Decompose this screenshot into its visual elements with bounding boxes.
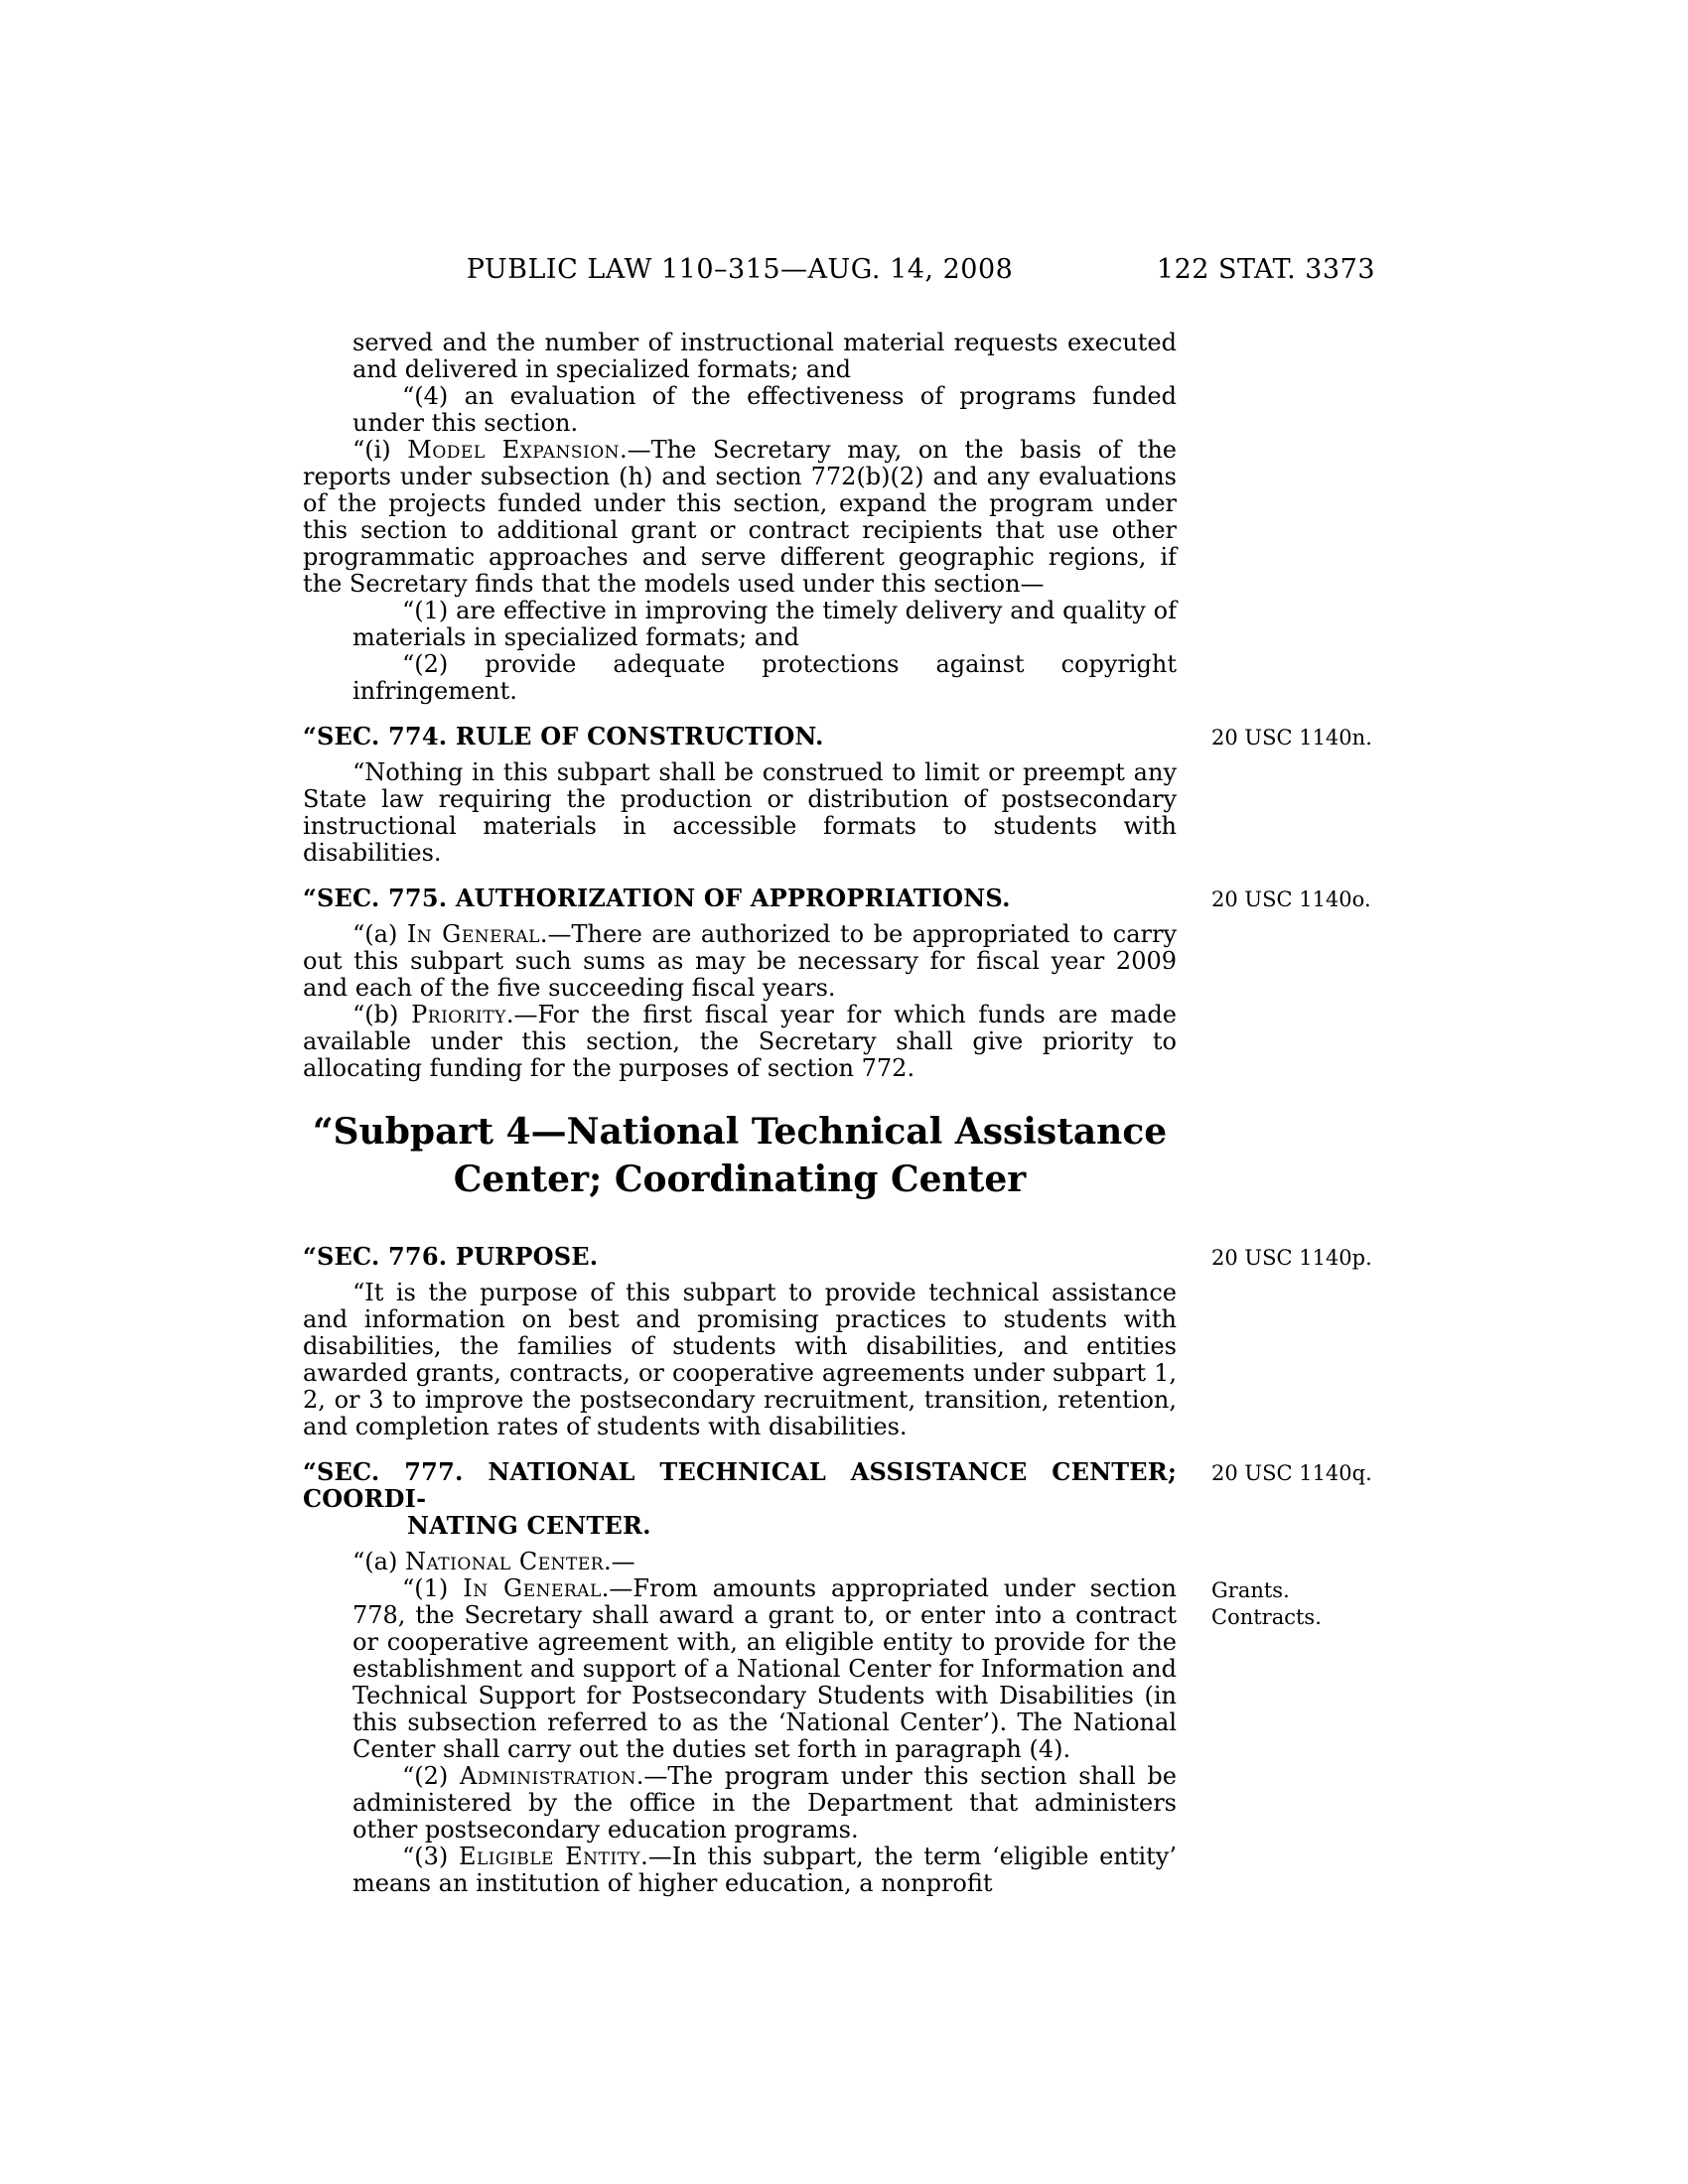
sec-777-paragraph-1 bbox=[352, 1575, 1177, 1763]
content-row bbox=[303, 759, 1688, 867]
subpart-4-heading bbox=[303, 1108, 1177, 1203]
content-row bbox=[303, 705, 1688, 759]
sec-774-text bbox=[303, 759, 1177, 867]
content-row bbox=[303, 437, 1688, 598]
content-row bbox=[303, 1440, 1688, 1549]
text-run: “(4) an evaluation of the effectiveness of programs funded under this section. bbox=[352, 382, 1177, 437]
subpart-heading-line-2: Center; Coordinating Center bbox=[453, 1159, 1027, 1200]
text-run: .—For the first fiscal year for which funds are made available under this section, the Secretary shall give priority to allocating funding for the purposes of section 772. bbox=[303, 1001, 1177, 1082]
usc-note-1140q bbox=[1211, 1440, 1410, 1487]
content-row bbox=[303, 1843, 1688, 1897]
paragraph-i-model-expansion bbox=[303, 437, 1177, 598]
content-row bbox=[303, 1280, 1688, 1440]
text-run: .—The program under this section shall be administered by the office in the Department that administers other postsecondary education programs. bbox=[352, 1762, 1177, 1843]
text-run: .—The Secretary may, on the basis of the reports under subsection (h) and section 772(b)(2) and any evaluations of the projects funded under this section, expand the program under this section to additional grant or contract recipients that use other programmatic approaches and serve different geographic regions, if the Secretary finds that the models used under this section— bbox=[303, 436, 1178, 598]
text-run: “(b) bbox=[352, 1001, 412, 1028]
smallcaps-run: National Center bbox=[404, 1548, 605, 1575]
smallcaps-run: Priority bbox=[411, 1001, 506, 1028]
clause-1 bbox=[352, 598, 1177, 651]
content-row bbox=[303, 651, 1688, 705]
heading-text-line-1: “SEC. 777. NATIONAL TECHNICAL ASSISTANCE CENTER; COORDI- bbox=[303, 1457, 1177, 1513]
text-run: .— bbox=[604, 1548, 635, 1575]
sec-776-text bbox=[303, 1280, 1177, 1440]
sec-775-heading bbox=[303, 885, 1177, 911]
margin-note: 20 USC 1140n. bbox=[1211, 726, 1372, 750]
heading-text: “SEC. 776. PURPOSE. bbox=[303, 1242, 599, 1271]
content-row bbox=[303, 1002, 1688, 1082]
text-run: “(1) are effective in improving the timely delivery and quality of materials in specialized formats; and bbox=[352, 597, 1177, 651]
text-run: “(i) bbox=[352, 436, 408, 464]
law-title-wrap bbox=[303, 254, 1177, 285]
usc-note-1140p bbox=[1211, 1225, 1410, 1272]
content-row bbox=[303, 330, 1688, 383]
content-row bbox=[303, 598, 1688, 651]
heading-text-line-2: NATING CENTER. bbox=[407, 1511, 651, 1540]
text-run: “(a) bbox=[352, 920, 407, 948]
sec-777-subsection-a bbox=[303, 1549, 1177, 1575]
sec-775-subsection-b bbox=[303, 1002, 1177, 1082]
smallcaps-run: Eligible Entity bbox=[458, 1843, 641, 1870]
text-run: “Nothing in this subpart shall be construed to limit or preempt any State law requiring the production or distribution of postsecondary instructional materials in accessible formats to students with disabilities. bbox=[303, 758, 1177, 867]
grants-contracts-notes bbox=[1211, 1575, 1410, 1631]
page-header bbox=[303, 254, 1375, 286]
smallcaps-run: In General bbox=[406, 920, 540, 948]
content-row bbox=[303, 1763, 1688, 1843]
sec-775-subsection-a bbox=[303, 921, 1177, 1002]
content-row bbox=[303, 1225, 1688, 1280]
margin-note: 20 USC 1140o. bbox=[1211, 887, 1371, 911]
stat-page-number: 122 STAT. 3373 bbox=[1156, 254, 1375, 285]
law-title: PUBLIC LAW 110–315—AUG. 14, 2008 bbox=[466, 254, 1014, 285]
sec-777-paragraph-2 bbox=[352, 1763, 1177, 1843]
text-run: “It is the purpose of this subpart to provide technical assistance and information on best and promising practices to students with disabilities, the families of students with disabilities, and entities awarded grants, contracts, or cooperative agreements under subpart 1, 2, or 3 to improve the postsecondary recruitment, transition, retention, and completion rates of students with disabilities. bbox=[303, 1279, 1177, 1440]
margin-note: 20 USC 1140q. bbox=[1211, 1461, 1372, 1485]
usc-note-1140n bbox=[1211, 705, 1410, 751]
content-row bbox=[303, 1575, 1688, 1763]
smallcaps-run: In General bbox=[463, 1574, 602, 1602]
heading-text: “SEC. 775. AUTHORIZATION OF APPROPRIATIONS. bbox=[303, 884, 1011, 912]
text-run: “(3) bbox=[402, 1843, 459, 1870]
contracts-note: Contracts. bbox=[1211, 1605, 1322, 1629]
text-run: “(2) bbox=[402, 1762, 461, 1790]
sec-776-heading bbox=[303, 1243, 1177, 1270]
text-run: .—There are authorized to be appropriated to carry out this subpart such sums as may be necessary for fiscal year 2009 and each of the five succeeding fiscal years. bbox=[303, 920, 1178, 1002]
clause-2 bbox=[352, 651, 1177, 705]
smallcaps-run: Administration bbox=[460, 1762, 636, 1790]
grants-note: Grants. bbox=[1211, 1578, 1290, 1602]
sec-777-heading bbox=[303, 1458, 1177, 1539]
paragraph-4 bbox=[352, 383, 1177, 437]
sec-774-heading bbox=[303, 723, 1177, 750]
margin-note: 20 USC 1140p. bbox=[1211, 1246, 1372, 1270]
content-row bbox=[303, 921, 1688, 1002]
content-row bbox=[303, 867, 1688, 921]
content-row bbox=[303, 1549, 1688, 1575]
text-run: “(1) bbox=[402, 1574, 464, 1602]
heading-text: “SEC. 774. RULE OF CONSTRUCTION. bbox=[303, 722, 824, 751]
content-row bbox=[303, 383, 1688, 437]
text-run: served and the number of instructional material requests executed and delivered in specialized formats; and bbox=[352, 329, 1177, 383]
text-run: “(2) provide adequate protections against copyright infringement. bbox=[352, 650, 1177, 705]
text-run: “(a) bbox=[352, 1548, 405, 1575]
text-run: .—From amounts appropriated under section 778, the Secretary shall award a grant to, or enter into a contract or cooperative agreement with, an eligible entity to provide for the establishment and support of a National Center for Information and Technical Support for Postsecondary Students with Disabilities (in this subsection referred to as the ‘National Center’). The National Center shall carry out the duties set forth in paragraph (4). bbox=[352, 1574, 1177, 1763]
content-row bbox=[303, 1082, 1688, 1225]
smallcaps-run: Model Expansion bbox=[407, 436, 621, 464]
continuation-paragraph bbox=[352, 330, 1177, 383]
text-run: .—In this subpart, the term ‘eligible entity’ means an institution of higher education, a nonprofit bbox=[352, 1843, 1177, 1897]
sec-777-paragraph-3 bbox=[352, 1843, 1177, 1897]
usc-note-1140o bbox=[1211, 867, 1410, 913]
subpart-heading-line-1: “Subpart 4—National Technical Assistance bbox=[312, 1111, 1168, 1153]
